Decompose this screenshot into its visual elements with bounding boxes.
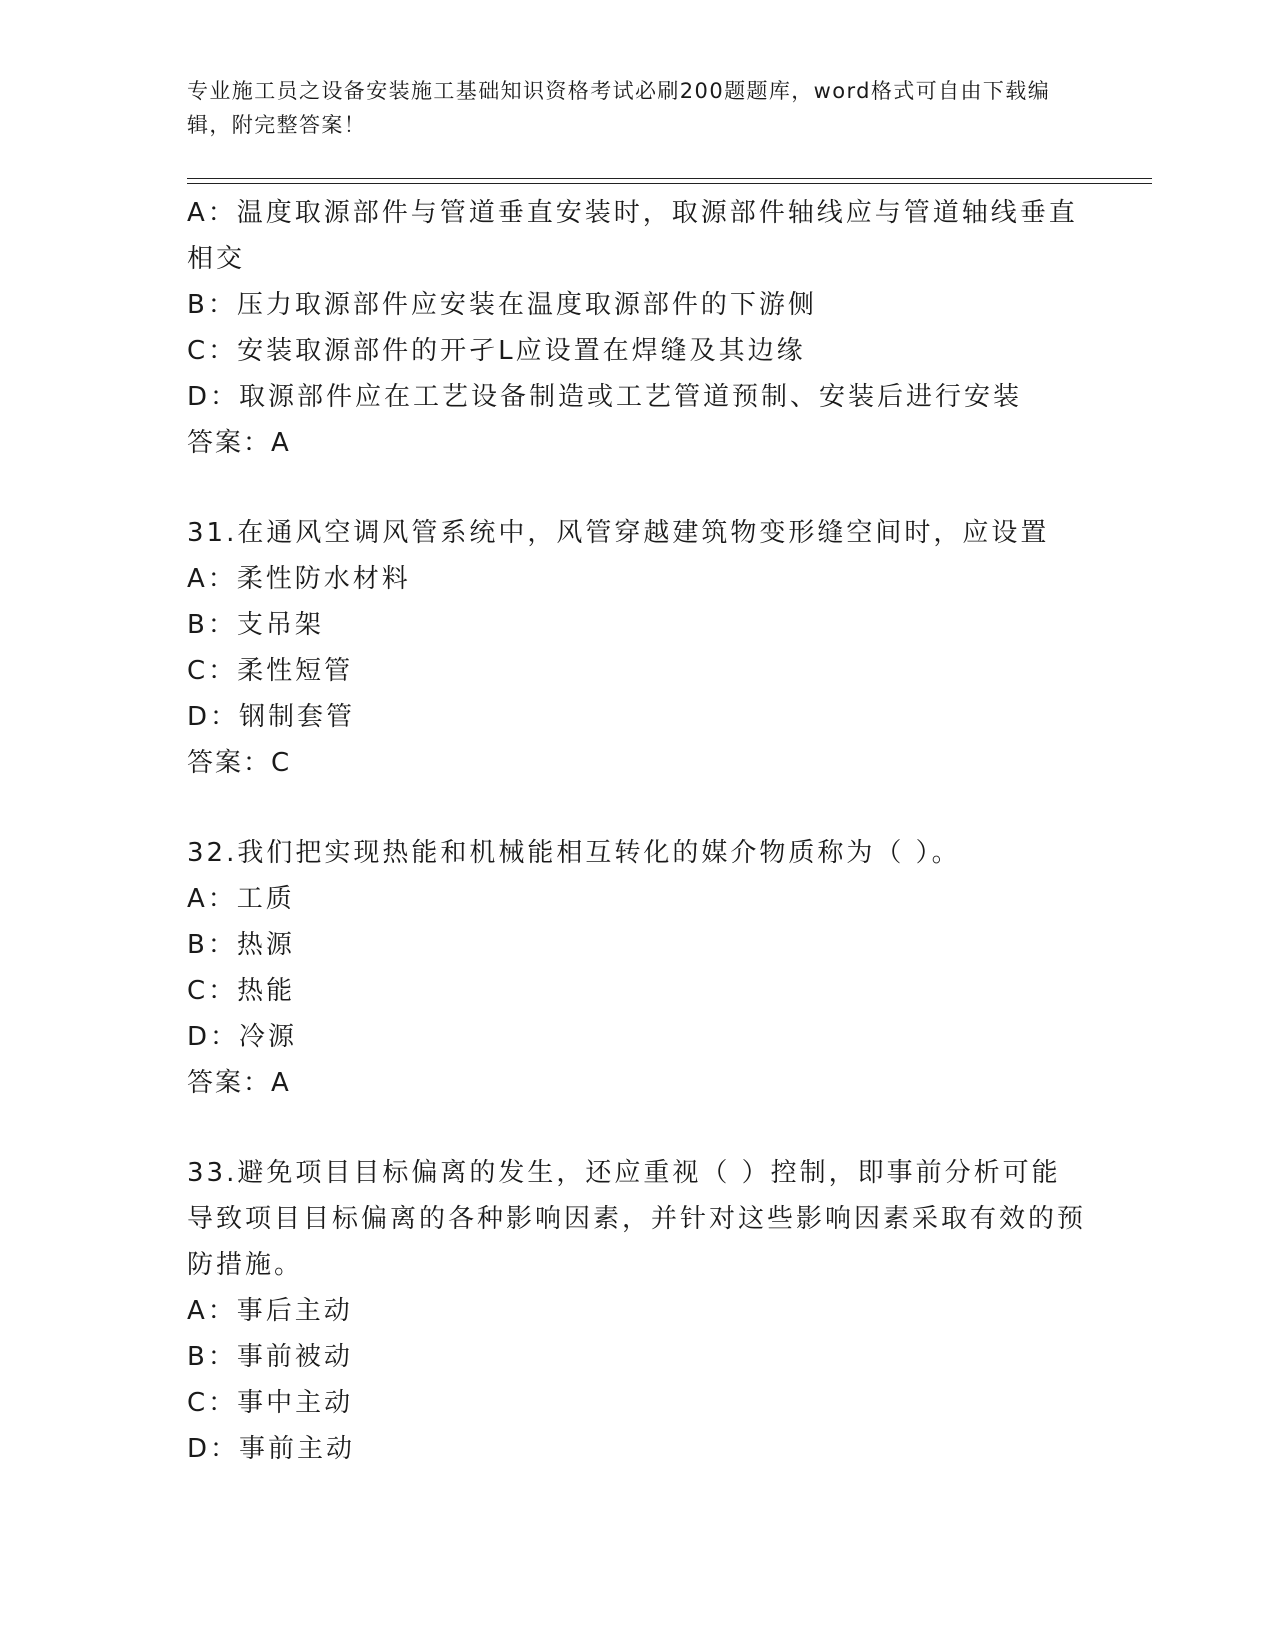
option-c: C：事中主动 — [187, 1388, 354, 1418]
option-c: C：安装取源部件的开孑L应设置在焊缝及其边缘 — [187, 336, 806, 366]
answer-value: A — [271, 428, 291, 458]
document-header — [187, 74, 1087, 142]
option-b: B：事前被动 — [187, 1342, 353, 1372]
header-text: 专业施工员之设备安装施工基础知识资格考试必刷200题题库，word格式可自由下载编辑，附完整答案！ — [187, 79, 1051, 137]
option-a: A：事后主动 — [187, 1296, 353, 1326]
option-d: D：取源部件应在工艺设备制造或工艺管道预制、安装后进行安装 — [187, 382, 1023, 412]
answer-label: 答案： — [187, 748, 272, 778]
option-d: D：事前主动 — [187, 1434, 356, 1464]
option-b: B：压力取源部件应安装在温度取源部件的下游侧 — [187, 290, 817, 320]
answer-value: A — [271, 1068, 291, 1098]
question-32 — [187, 830, 1087, 1106]
option-a: A：温度取源部件与管道垂直安装时，取源部件轴线应与管道轴线垂直相交 — [187, 198, 1078, 274]
option-c: C：热能 — [187, 976, 296, 1006]
answer — [187, 1060, 1087, 1106]
option-a: A：工质 — [187, 884, 295, 914]
answer — [187, 740, 1087, 786]
question-33 — [187, 1150, 1087, 1472]
option-a: A：柔性防水材料 — [187, 564, 411, 594]
answer-value: C — [271, 748, 292, 778]
option-d: D：钢制套管 — [187, 702, 356, 732]
option-c: C：柔性短管 — [187, 656, 354, 686]
option-b: B：热源 — [187, 930, 295, 960]
answer-label: 答案： — [187, 428, 272, 458]
answer — [187, 420, 1087, 466]
question-text: 32.我们把实现热能和机械能相互转化的媒介物质称为（ ）。 — [187, 838, 961, 868]
question-list — [187, 190, 1087, 1472]
answer-label: 答案： — [187, 1068, 272, 1098]
option-b: B：支吊架 — [187, 610, 324, 640]
option-d: D：冷源 — [187, 1022, 298, 1052]
header-divider-bottom — [187, 183, 1152, 184]
question-text: 31.在通风空调风管系统中，风管穿越建筑物变形缝空间时，应设置 — [187, 518, 1050, 548]
header-divider-top — [187, 178, 1152, 179]
question-31 — [187, 510, 1087, 786]
question-text: 33.避免项目目标偏离的发生，还应重视（ ）控制，即事前分析可能导致项目目标偏离的各种影响因素，并针对这些影响因素采取有效的预防措施。 — [187, 1158, 1087, 1280]
question-30 — [187, 190, 1087, 466]
